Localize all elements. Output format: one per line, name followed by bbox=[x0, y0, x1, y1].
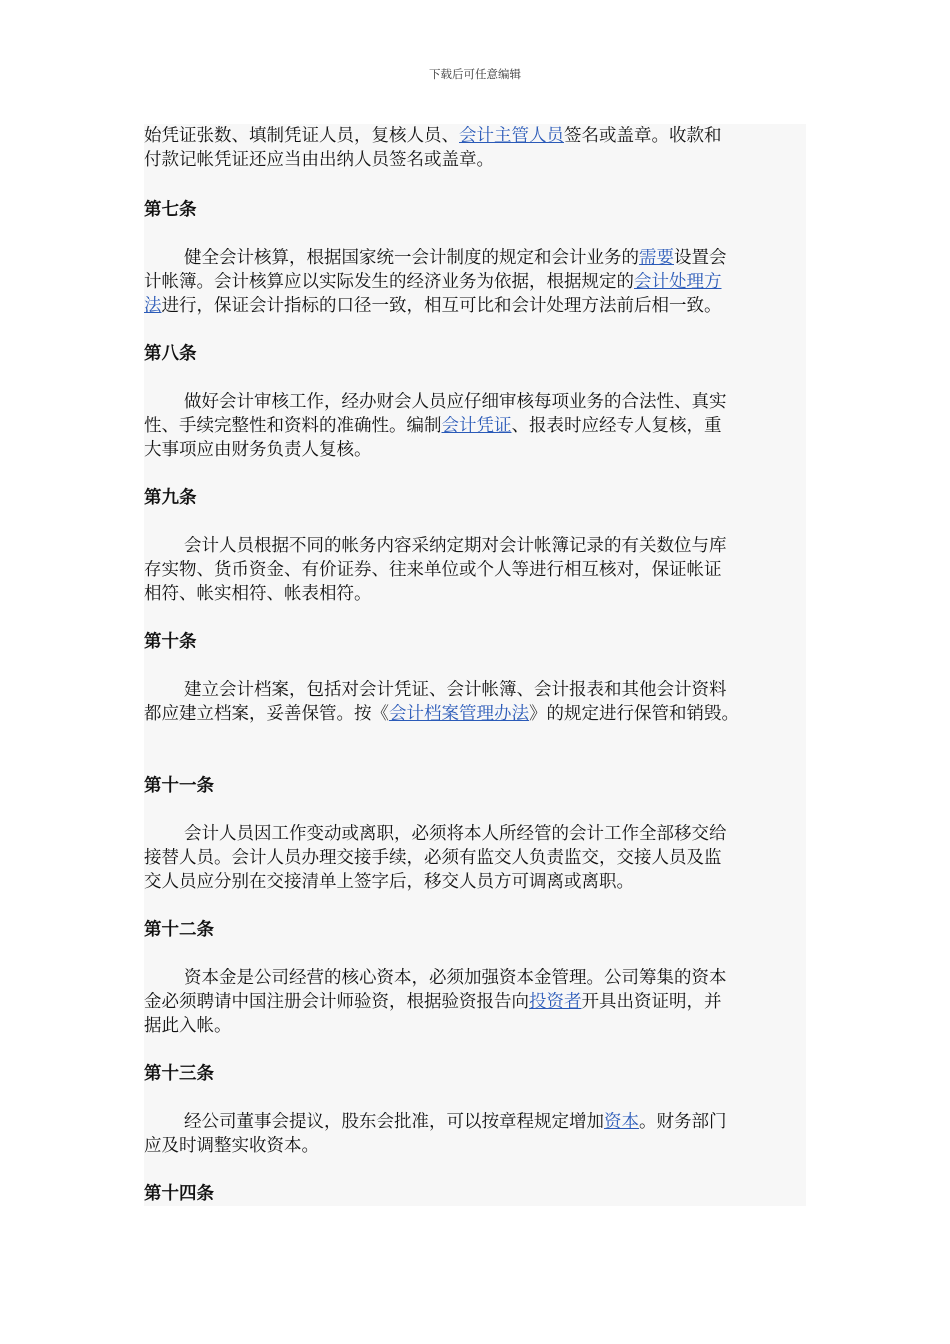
section-heading-14: 第十四条 bbox=[144, 1184, 214, 1204]
page-header-note: 下载后可任意编辑 bbox=[429, 67, 521, 81]
link-accounting-supervisor[interactable]: 会计主管人员 bbox=[459, 126, 564, 146]
text-run: 资本金是公司经营的核心资本，必须加强资本金管理。公司筹集的资本 bbox=[184, 968, 727, 988]
paragraph-line bbox=[144, 846, 806, 870]
paragraph-line bbox=[144, 124, 806, 148]
link-accounting-method[interactable]: 会计处理方 bbox=[634, 272, 722, 292]
paragraph-line bbox=[144, 558, 806, 582]
text-run: 建立会计档案，包括对会计凭证、会计帐簿、会计报表和其他会计资料 bbox=[184, 680, 727, 700]
text-run: 交人员应分别在交接清单上签字后，移交人员方可调离或离职。 bbox=[144, 872, 634, 892]
link-capital[interactable]: 资本 bbox=[604, 1112, 639, 1132]
text-run: 始凭证张数、填制凭证人员，复核人员、 bbox=[144, 126, 459, 146]
text-run: 据此入帐。 bbox=[144, 1016, 232, 1036]
paragraph-line bbox=[144, 678, 806, 702]
section-heading-8: 第八条 bbox=[144, 344, 197, 364]
paragraph-line bbox=[144, 990, 806, 1014]
text-run: 经公司董事会提议，股东会批准，可以按章程规定增加 bbox=[184, 1112, 604, 1132]
text-run: 都应建立档案，妥善保管。按《 bbox=[144, 704, 389, 724]
paragraph-line bbox=[144, 1014, 806, 1038]
paragraph-line bbox=[144, 246, 806, 270]
paragraph-line bbox=[144, 414, 806, 438]
section-heading-12: 第十二条 bbox=[144, 920, 214, 940]
section-heading-10: 第十条 bbox=[144, 632, 197, 652]
section-heading-13: 第十三条 bbox=[144, 1064, 214, 1084]
paragraph-line bbox=[144, 438, 806, 462]
text-run: 签名或盖章。收款和 bbox=[564, 126, 722, 146]
text-run: 应及时调整实收资本。 bbox=[144, 1136, 319, 1156]
paragraph-line bbox=[144, 270, 806, 294]
paragraph-line bbox=[144, 390, 806, 414]
link-investor[interactable]: 投资者 bbox=[529, 992, 582, 1012]
text-run: 开具出资证明，并 bbox=[581, 992, 722, 1012]
link-archive-management[interactable]: 会计档案管理办法 bbox=[389, 704, 529, 724]
text-run: 进行，保证会计指标的口径一致，相互可比和会计处理方法前后相一致。 bbox=[161, 296, 722, 316]
paragraph-line bbox=[144, 870, 806, 894]
text-run: 存实物、货币资金、有价证券、往来单位或个人等进行相互核对，保证帐证 bbox=[144, 560, 722, 580]
paragraph-line bbox=[144, 702, 806, 726]
text-run: 付款记帐凭证还应当由出纳人员签名或盖章。 bbox=[144, 150, 494, 170]
text-run: 会计人员根据不同的帐务内容采纳定期对会计帐簿记录的有关数位与库 bbox=[184, 536, 727, 556]
paragraph-line bbox=[144, 966, 806, 990]
document-body bbox=[144, 124, 806, 1206]
text-run: 健全会计核算，根据国家统一会计制度的规定和会计业务的 bbox=[184, 248, 639, 268]
text-run: 会计人员因工作变动或离职，必须将本人所经管的会计工作全部移交给 bbox=[184, 824, 727, 844]
text-run: 。财务部门 bbox=[639, 1112, 727, 1132]
text-run: 金必须聘请中国注册会计师验资，根据验资报告向 bbox=[144, 992, 529, 1012]
paragraph-line bbox=[144, 822, 806, 846]
text-run: 接替人员。会计人员办理交接手续，必须有监交人负责监交，交接人员及监 bbox=[144, 848, 722, 868]
paragraph-line bbox=[144, 582, 806, 606]
text-run: 性、手续完整性和资料的准确性。编制 bbox=[144, 416, 442, 436]
text-run: 设置会 bbox=[674, 248, 727, 268]
text-run: 做好会计审核工作，经办财会人员应仔细审核每项业务的合法性、真实 bbox=[184, 392, 727, 412]
text-run: 计帐簿。会计核算应以实际发生的经济业务为依据，根据规定的 bbox=[144, 272, 634, 292]
section-heading-9: 第九条 bbox=[144, 488, 197, 508]
section-heading-11: 第十一条 bbox=[144, 776, 214, 796]
paragraph-line bbox=[144, 1110, 806, 1134]
text-run: 相符、帐实相符、帐表相符。 bbox=[144, 584, 372, 604]
paragraph-line bbox=[144, 1134, 806, 1158]
paragraph-line bbox=[144, 294, 806, 318]
section-heading-7: 第七条 bbox=[144, 200, 197, 220]
link-needs[interactable]: 需要 bbox=[639, 248, 674, 268]
link-accounting-method-cont[interactable]: 法 bbox=[144, 296, 162, 316]
text-run: 大事项应由财务负责人复核。 bbox=[144, 440, 372, 460]
text-run: 、报表时应经专人复核，重 bbox=[511, 416, 722, 436]
paragraph-line bbox=[144, 534, 806, 558]
link-accounting-voucher[interactable]: 会计凭证 bbox=[441, 416, 512, 436]
paragraph-line bbox=[144, 148, 806, 172]
text-run: 》的规定进行保管和销毁。 bbox=[529, 704, 739, 724]
